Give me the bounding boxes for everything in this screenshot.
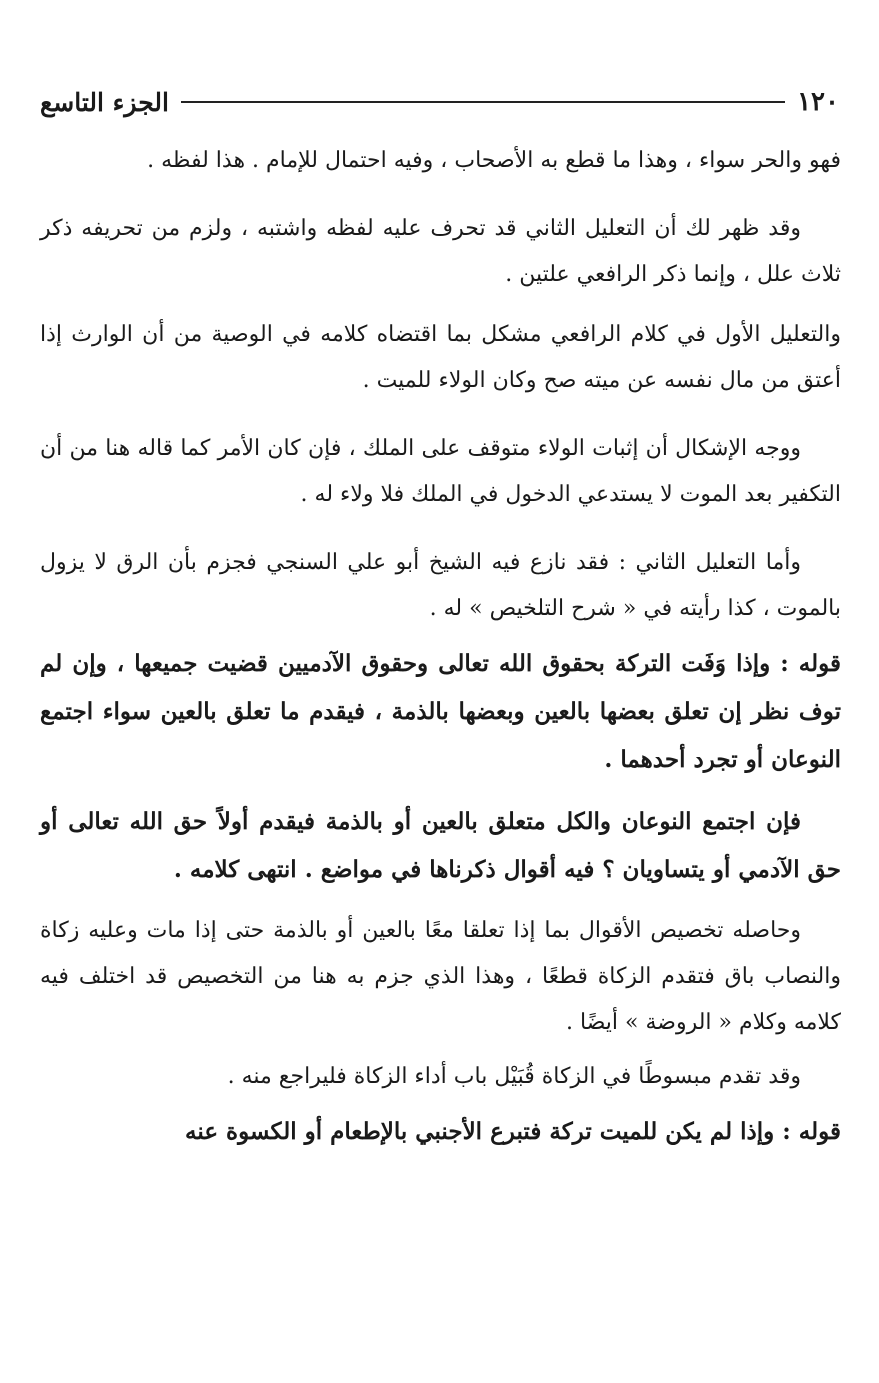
paragraph-4: ووجه الإشكال أن إثبات الولاء متوقف على الملك ، فإن كان الأمر كما قاله هنا من أن التكفير بعد الموت لا يستدعي الدخول في الملك فلا ولاء له .: [40, 436, 841, 507]
header-rule: [181, 101, 785, 103]
paragraph-2: وقد ظهر لك أن التعليل الثاني قد تحرف عليه لفظه واشتبه ، ولزم من تحريفه ذكر ثلاث علل ، وإنما ذكر الرافعي علتين .: [40, 216, 841, 287]
paragraph-3: والتعليل الأول في كلام الرافعي مشكل بما اقتضاه كلامه في الوصية من أن الوارث إذا أعتق من مال نفسه عن ميته صح وكان الولاء للميت .: [40, 322, 841, 393]
paragraph-1: فهو والحر سواء ، وهذا ما قطع به الأصحاب ، وفيه احتمال للإمام . هذا لفظه .: [147, 148, 841, 173]
page-header: [40, 82, 839, 122]
page-number: ١٢٠: [797, 87, 839, 117]
quote-paragraph-1: قوله : وإذا وَفَت التركة بحقوق الله تعالى وحقوق الآدميين قضيت جميعها ، وإن لم توف نظر إن تعلق بعضها بالعين وبعضها بالذمة ، فيقدم ما تعلق بالعين سواء اجتمع النوعان أو تجرد أحدهما .: [40, 650, 841, 773]
paragraph-6: وحاصله تخصيص الأقوال بما إذا تعلقا معًا بالعين أو بالذمة حتى إذا مات وعليه زكاة والنصاب باق فتقدم الزكاة قطعًا ، وهذا الذي جزم به هنا من التخصيص قد اختلف فيه كلامه وكلام « الروضة » أيضًا .: [40, 918, 841, 1035]
paragraph-7: وقد تقدم مبسوطًا في الزكاة قُبَيْل باب أداء الزكاة فليراجع منه .: [227, 1064, 801, 1089]
quote-paragraph-2: فإن اجتمع النوعان والكل متعلق بالعين أو بالذمة فيقدم أولاً حق الله تعالى أو حق الآدمي أو يتساويان ؟ فيه أقوال ذكرناها في مواضع . انتهى كلامه .: [40, 808, 841, 883]
volume-title: الجزء التاسع: [40, 87, 169, 117]
paragraph-5: وأما التعليل الثاني : فقد نازع فيه الشيخ أبو علي السنجي فجزم بأن الرق لا يزول بالموت ، كذا رأيته في « شرح التلخيص » له .: [40, 550, 841, 621]
quote-paragraph-3: قوله : وإذا لم يكن للميت تركة فتبرع الأجنبي بالإطعام أو الكسوة عنه: [185, 1118, 841, 1145]
body-text: [40, 138, 841, 1156]
